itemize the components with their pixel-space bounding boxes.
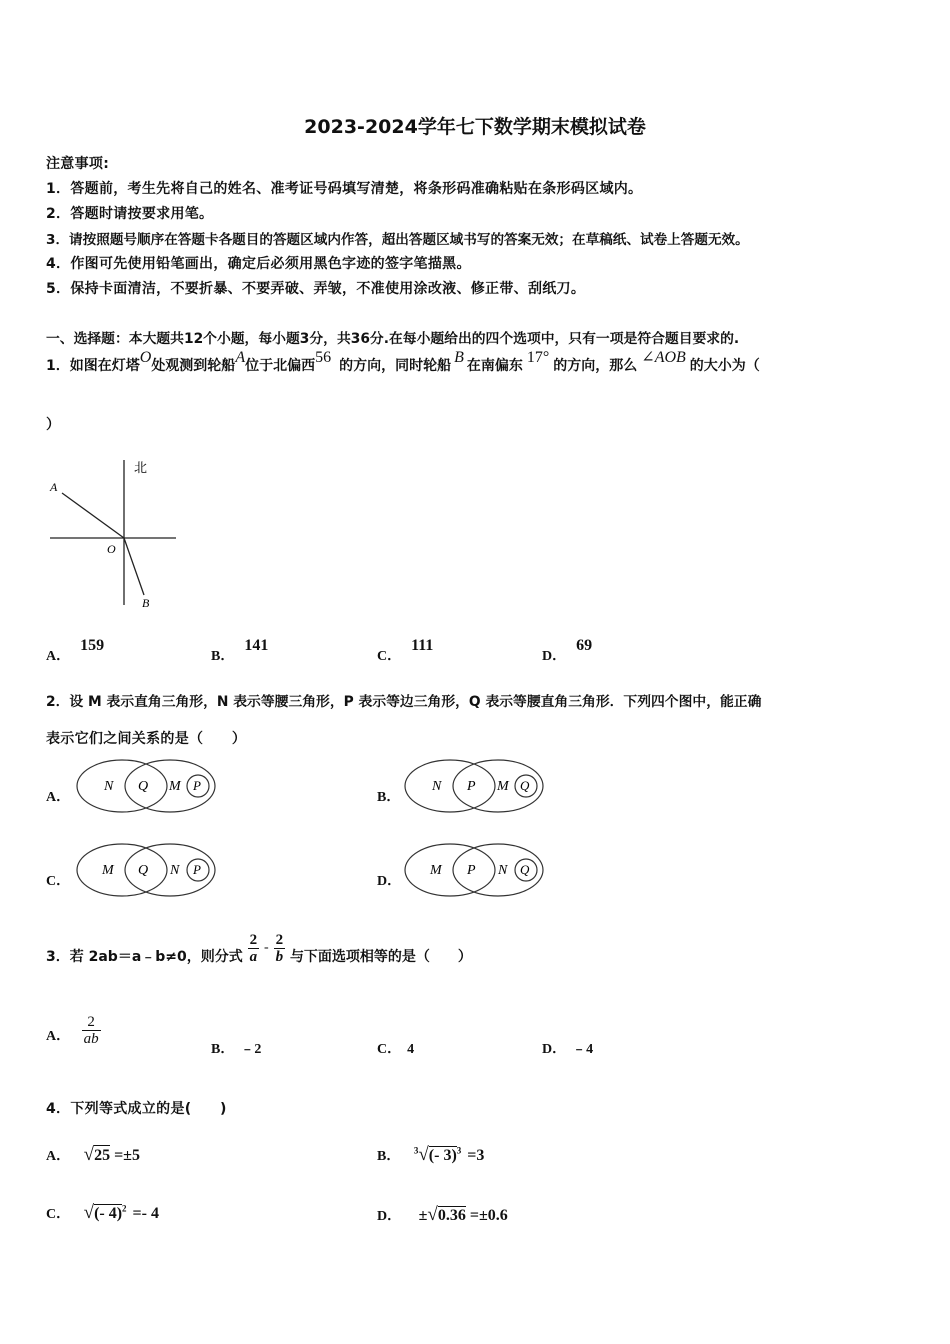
question-2-stem-line1: 2．设 M 表示直角三角形，N 表示等腰三角形，P 表示等边三角形，Q 表示等腰直角三角形．下列四个图中，能正确 bbox=[46, 694, 762, 710]
svg-text:M: M bbox=[169, 779, 181, 794]
fraction-2-over-b: $\frac{2}{b}$ bbox=[275, 931, 284, 965]
svg-text:M: M bbox=[430, 863, 442, 878]
q3-option-d[interactable]: D． ﹣4 bbox=[542, 1042, 594, 1057]
svg-text:Q: Q bbox=[520, 778, 530, 793]
notice-heading: 注意事项: bbox=[46, 156, 110, 172]
q2-option-b-diagram[interactable] bbox=[400, 758, 550, 818]
point-A-label: A bbox=[50, 480, 58, 494]
notice-item: 4．作图可先使用铅笔画出，确定后必须用黑色字迹的签字笔描黑。 bbox=[46, 256, 471, 272]
notice-item: 3．请按照题号顺序在答题卡各题目的答题区域内作答，超出答题区域书写的答案无效；在草稿纸、试卷上答题无效。 bbox=[46, 232, 749, 248]
compass-figure bbox=[44, 455, 184, 615]
q2-option-c-label[interactable]: C． bbox=[46, 874, 71, 889]
q4-option-a[interactable]: A． √25 =±5 bbox=[46, 1144, 140, 1165]
q4-option-d[interactable]: D． ±√0.36 =±0.6 bbox=[377, 1204, 508, 1225]
q2-option-c-diagram[interactable] bbox=[72, 842, 222, 902]
q2-option-d-label[interactable]: D． bbox=[377, 874, 402, 889]
point-B-label: B bbox=[142, 596, 150, 610]
svg-text:P: P bbox=[467, 779, 476, 794]
point-O-label: O bbox=[107, 542, 116, 556]
svg-text:P: P bbox=[193, 862, 201, 877]
ray-OA bbox=[62, 493, 124, 538]
question-3-stem: 3．若 2ab＝a﹣b≠0，则分式 $\frac{2}{a}$ - $\frac{2}{b}$ 与下面选项相等的是（ ） bbox=[46, 931, 472, 965]
q1-option-a[interactable]: A．159 bbox=[46, 637, 105, 664]
q2-option-a-diagram[interactable] bbox=[72, 758, 222, 818]
svg-text:Q: Q bbox=[520, 862, 530, 877]
q4-option-b[interactable]: B． $^3$√(- 3)$^3$ =3 bbox=[377, 1144, 485, 1165]
question-1-close: ） bbox=[46, 417, 61, 433]
question-4-stem: 4．下列等式成立的是( ) bbox=[46, 1101, 227, 1117]
q4-option-c[interactable]: C． √(- 4)$^2$ =- 4 bbox=[46, 1202, 159, 1223]
svg-text:P: P bbox=[193, 778, 201, 793]
fraction-2-over-a: $\frac{2}{a}$ bbox=[249, 931, 258, 965]
svg-text:Q: Q bbox=[138, 779, 149, 794]
q3-option-c[interactable]: C． 4 bbox=[377, 1042, 415, 1057]
svg-text:P: P bbox=[467, 863, 476, 878]
notice-item: 5．保持卡面清洁，不要折暴、不要弄破、弄皱，不准使用涂改液、修正带、刮纸刀。 bbox=[46, 281, 586, 297]
svg-text:Q: Q bbox=[138, 863, 149, 878]
svg-text:M: M bbox=[102, 863, 114, 878]
svg-text:N: N bbox=[104, 779, 114, 794]
q2-option-b-label[interactable]: B． bbox=[377, 790, 401, 805]
question-1-stem: 1．如图在灯塔O处观测到轮船A位于北偏西56 的方向，同时轮船 B 在南偏东 17° 的方向，那么 ∠AOB 的大小为（ bbox=[46, 349, 760, 374]
svg-text:M: M bbox=[497, 779, 509, 794]
q2-option-d-diagram[interactable] bbox=[400, 842, 550, 902]
page-title: 2023-2024学年七下数学期末模拟试卷 bbox=[304, 116, 646, 138]
question-2-stem-line2: 表示它们之间关系的是（ ） bbox=[46, 731, 247, 747]
q2-option-a-label[interactable]: A． bbox=[46, 790, 71, 805]
q1-option-b[interactable]: B．141 bbox=[211, 637, 269, 664]
section-heading: 一、选择题：本大题共12个小题，每小题3分，共36分.在每小题给出的四个选项中，只有一项是符合题目要求的. bbox=[46, 331, 740, 347]
q1-option-d[interactable]: D．69 bbox=[542, 637, 593, 664]
north-label: 北 bbox=[134, 460, 148, 475]
svg-text:N: N bbox=[170, 863, 180, 878]
q3-option-a[interactable]: A． $\frac{2}{ab}$ bbox=[46, 1014, 99, 1047]
svg-text:N: N bbox=[498, 863, 508, 878]
notice-item: 1．答题前，考生先将自己的姓名、准考证号码填写清楚，将条形码准确粘贴在条形码区域内。 bbox=[46, 181, 643, 197]
q1-option-c[interactable]: C．111 bbox=[377, 637, 434, 664]
ray-OB bbox=[124, 538, 144, 595]
q3-option-b[interactable]: B． ﹣2 bbox=[211, 1042, 262, 1057]
notice-item: 2．答题时请按要求用笔。 bbox=[46, 206, 214, 222]
svg-text:N: N bbox=[432, 779, 442, 794]
